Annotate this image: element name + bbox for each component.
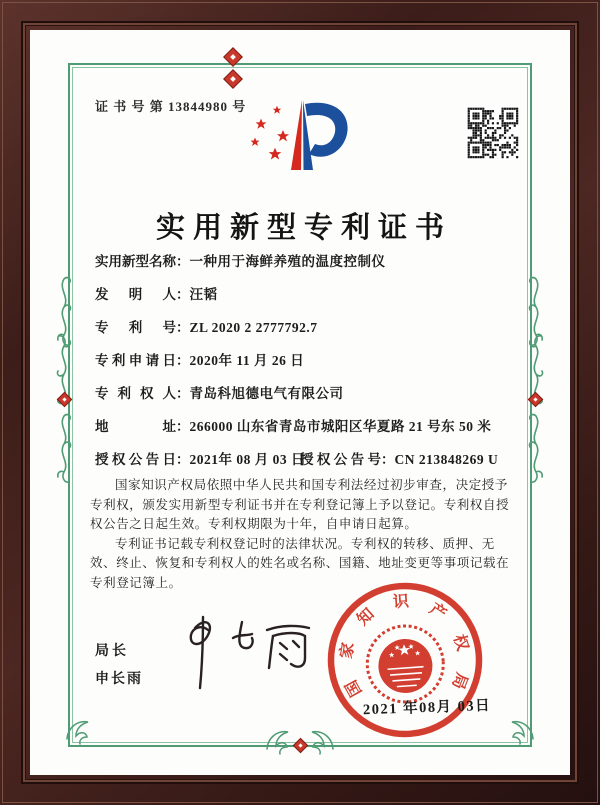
field-label: 专利申请日: [95, 353, 176, 368]
cnipa-official-seal: [317, 572, 492, 747]
svg-text:产: 产: [426, 600, 450, 624]
field-label: 专利号: [95, 320, 176, 335]
field-colon: ：: [176, 386, 190, 401]
bottom-right-curl-ornament: [508, 717, 536, 747]
bottom-center-curl-left: [264, 727, 292, 757]
director-signature: [165, 612, 325, 697]
svg-text:家: 家: [338, 641, 358, 660]
certificate-number: 证 书 号 第 13844980 号: [95, 99, 247, 114]
legal-paragraph-1: 国家知识产权局依照中华人民共和国专利法经过初步审查，决定授予专利权，颁发实用新型专利证书并在专利登记簿上予以登记。专利权自授权公告之日起生效。专利权期限为十年，自申请日起算。: [90, 478, 510, 531]
field-colon: ：: [176, 452, 190, 467]
field-value: 2021年 08 月 03 日: [189, 452, 305, 467]
field-value: 一种用于海鲜养殖的温度控制仪: [189, 254, 386, 269]
field-row-filing-date: [95, 351, 534, 371]
field-colon: ：: [176, 254, 190, 269]
field-value: 青岛科旭德电气有限公司: [189, 386, 344, 401]
svg-text:知: 知: [354, 605, 378, 629]
field-value: 汪韬: [189, 287, 218, 302]
field-row-patentee: [95, 384, 534, 404]
certificate-paper: [30, 30, 570, 775]
legal-paragraph-2: 专利证书记载专利权登记时的法律状况。专利权的转移、质押、无效、终止、恢复和专利权人的姓名或名称、国籍、地址变更等事项记载在专利登记簿上。: [90, 536, 510, 590]
field-label: 发明人: [95, 287, 176, 302]
director-name: 申长雨: [95, 672, 143, 687]
cnipa-logo-icon: [243, 96, 357, 176]
field-row-patent-number: [95, 318, 534, 338]
field-label: 专利权人: [95, 386, 176, 401]
qr-code: [466, 106, 520, 160]
field-colon: ：: [176, 287, 190, 302]
certificate-fields: [95, 252, 534, 483]
field-colon: ：: [176, 353, 190, 368]
field-colon: ：: [176, 419, 190, 434]
svg-text:国: 国: [342, 676, 366, 700]
field-label: 授权公告日: [95, 452, 176, 467]
svg-text:识: 识: [392, 593, 410, 612]
certificate-title: 实用新型专利证书: [155, 212, 452, 245]
field-value: CN 213848269 U: [394, 452, 499, 467]
field-row-name: [95, 252, 534, 272]
field-row-inventor: [95, 285, 534, 305]
field-label: 授权公告号: [300, 452, 381, 467]
field-value: ZL 2020 2 2777792.7: [189, 320, 318, 335]
field-colon: ：: [176, 320, 190, 335]
field-grant-number: [300, 450, 498, 470]
svg-text:局: 局: [448, 670, 470, 692]
bottom-left-curl-ornament: [64, 717, 92, 747]
field-value: 266000 山东省青岛市城阳区华夏路 21 号东 50 米: [189, 419, 492, 434]
field-label: 实用新型名称: [95, 254, 176, 269]
left-vine-ornament: [54, 412, 74, 488]
field-value: 2020年 11 月 26 日: [189, 353, 305, 368]
svg-text:权: 权: [449, 632, 471, 653]
seal-date: 2021 年08月 03日: [362, 697, 492, 719]
director-title: 局长: [95, 644, 129, 659]
field-row-address: [95, 417, 534, 437]
field-row-grant: [95, 450, 534, 470]
field-colon: ：: [381, 452, 395, 467]
field-label: 地址: [95, 419, 176, 434]
